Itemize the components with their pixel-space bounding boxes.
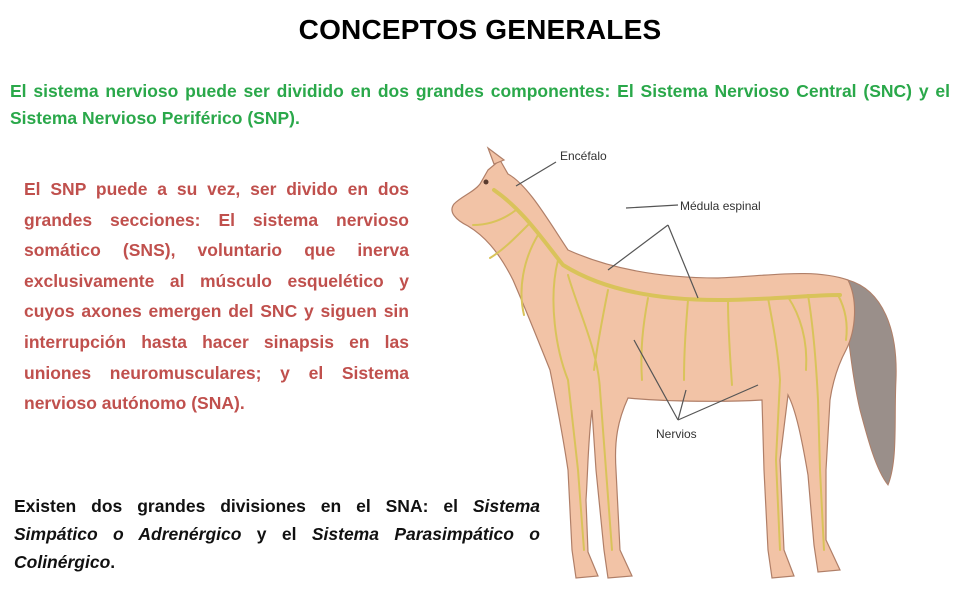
label-spinal-cord: Médula espinal bbox=[680, 199, 761, 213]
horse-nervous-system-figure bbox=[428, 140, 948, 600]
horse-diagram bbox=[428, 140, 948, 600]
snp-paragraph: El SNP puede a su vez, ser divido en dos grandes secciones: El sistema nervioso somático (SNS), voluntario que inerva exclusivamente al músculo esquelético y cuyos axones emergen del SNC y siguen sin interrupción hasta hacer sinapsis en las uniones neuromusculares; y el Sistema nervioso autónomo (SNA). bbox=[24, 179, 409, 414]
label-brain: Encéfalo bbox=[560, 149, 607, 163]
label-nerves: Nervios bbox=[656, 427, 697, 441]
sna-text-1: Existen dos grandes divisiones en el SNA: el bbox=[14, 496, 473, 516]
sna-text-3: . bbox=[110, 552, 116, 572]
page-title: CONCEPTOS GENERALES bbox=[298, 14, 662, 45]
parasympathetic-term: Sistema Parasimpático o Colinérgico bbox=[14, 524, 540, 572]
intro-paragraph: El sistema nervioso puede ser dividido en dos grandes componentes: El Sistema Nervioso Central (SNC) y el Sistema Nervioso Periférico (SNP). bbox=[10, 81, 950, 128]
sna-text-2: y el bbox=[241, 524, 312, 544]
horse-ear bbox=[488, 148, 504, 164]
horse-eye bbox=[484, 180, 489, 185]
sympathetic-term: Sistema Simpático o Adrenérgico bbox=[14, 496, 540, 544]
horse-body bbox=[452, 160, 855, 578]
